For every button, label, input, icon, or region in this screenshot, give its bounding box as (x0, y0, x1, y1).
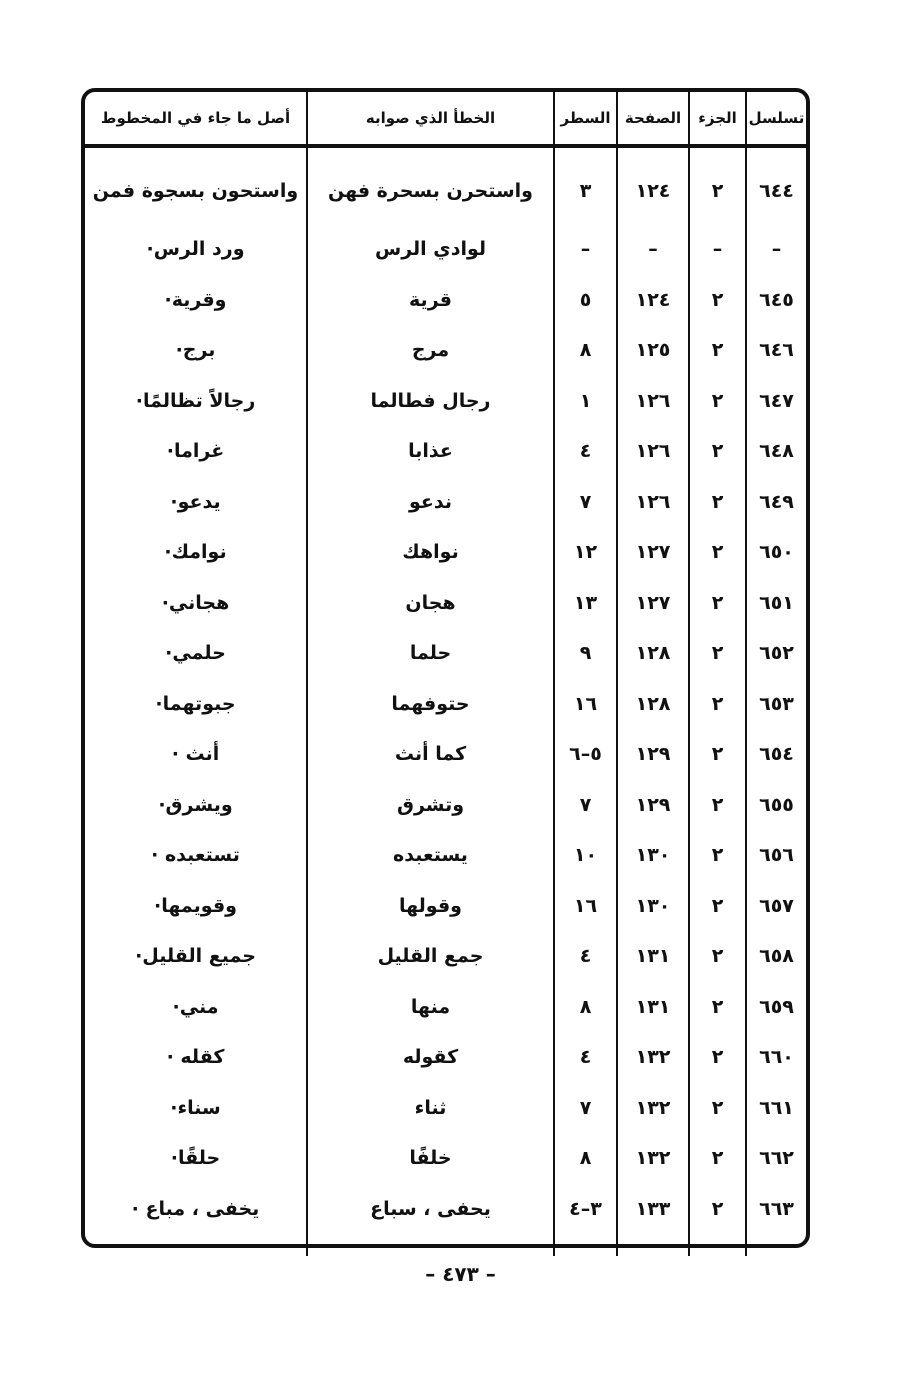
cell-part: ٢ (689, 830, 746, 881)
cell-original: حلمي· (165, 642, 226, 665)
cell-serial: ٦٤٩ (746, 477, 806, 528)
cell-serial: ٦٥٣ (746, 679, 806, 730)
cell-page: ١٣٠ (617, 881, 689, 932)
cell-part: – (689, 224, 746, 275)
spacer-cell (689, 1234, 746, 1256)
cell-page: ١٢٤ (617, 146, 689, 224)
cell-serial: ٦٥٠ (746, 527, 806, 578)
cell-part: ٢ (689, 578, 746, 629)
table-row (85, 376, 806, 427)
cell-original: برج· (175, 339, 216, 362)
cell-line: – (554, 224, 617, 275)
table-bottom-spacer (85, 1234, 806, 1256)
cell-serial: ٦٥٥ (746, 780, 806, 831)
cell-page: ١٣٣ (617, 1184, 689, 1235)
cell-serial: ٦٥٩ (746, 982, 806, 1033)
cell-original: نوامك· (164, 541, 227, 564)
cell-serial: ٦٥٨ (746, 931, 806, 982)
cell-line: ١٠ (554, 830, 617, 881)
cell-part: ٢ (689, 527, 746, 578)
cell-part: ٢ (689, 275, 746, 326)
cell-error: واستحرن بسحرة فهن (307, 146, 554, 224)
cell-error: منها (307, 982, 554, 1033)
cell-serial: ٦٤٥ (746, 275, 806, 326)
cell-original: وقرية· (164, 288, 227, 311)
table-row (85, 881, 806, 932)
cell-page: ١٢٩ (617, 729, 689, 780)
cell-page: ١٢٧ (617, 578, 689, 629)
cell-serial: ٦٤٨ (746, 426, 806, 477)
cell-original: ويشرق· (158, 793, 233, 816)
table-row (85, 1184, 806, 1235)
cell-page: ١٢٦ (617, 477, 689, 528)
cell-line: ٣–٤ (554, 1184, 617, 1235)
cell-page: ١٢٤ (617, 275, 689, 326)
header-error: الخطأ الذي صوابه (307, 92, 554, 146)
header-line: السطر (554, 92, 617, 146)
table-row (85, 477, 806, 528)
cell-page: ١٢٨ (617, 628, 689, 679)
cell-line: ٧ (554, 477, 617, 528)
cell-line: ٩ (554, 628, 617, 679)
cell-page: ١٢٦ (617, 376, 689, 427)
cell-part: ٢ (689, 477, 746, 528)
cell-original: أنث · (171, 743, 220, 766)
cell-serial: ٦٤٦ (746, 325, 806, 376)
cell-serial: ٦٥١ (746, 578, 806, 629)
cell-line: ٤ (554, 931, 617, 982)
cell-line: ٨ (554, 325, 617, 376)
cell-error: وقولها (307, 881, 554, 932)
cell-serial: ٦٦٣ (746, 1184, 806, 1235)
cell-original: مني· (172, 995, 219, 1018)
page-number: – ٤٧٣ – (425, 1262, 496, 1286)
cell-page: ١٣١ (617, 982, 689, 1033)
cell-serial: – (746, 224, 806, 275)
cell-part: ٢ (689, 376, 746, 427)
table-row (85, 729, 806, 780)
cell-page: ١٣٠ (617, 830, 689, 881)
cell-line: ٧ (554, 1083, 617, 1134)
cell-part: ٢ (689, 1032, 746, 1083)
table-row (85, 578, 806, 629)
cell-line: ٨ (554, 982, 617, 1033)
cell-line: ١٣ (554, 578, 617, 629)
cell-original: تستعبده · (151, 844, 240, 867)
cell-serial: ٦٥٦ (746, 830, 806, 881)
cell-error: رجال فطالما (307, 376, 554, 427)
cell-line: ٣ (554, 146, 617, 224)
cell-serial: ٦٤٤ (746, 146, 806, 224)
cell-page: ١٣٢ (617, 1083, 689, 1134)
cell-error: نواهك (307, 527, 554, 578)
cell-page: ١٢٨ (617, 679, 689, 730)
table-row (85, 325, 806, 376)
header-original: أصل ما جاء في المخطوط (85, 92, 307, 146)
header-page: الصفحة (617, 92, 689, 146)
table-body (85, 146, 806, 1256)
cell-serial: ٦٦٠ (746, 1032, 806, 1083)
cell-original: هجاني· (161, 591, 230, 614)
cell-original: يدعو· (170, 490, 221, 513)
cell-serial: ٦٥٢ (746, 628, 806, 679)
cell-part: ٢ (689, 780, 746, 831)
cell-line: ٤ (554, 1032, 617, 1083)
spacer-cell (85, 1234, 307, 1256)
cell-error: خلفًا (307, 1133, 554, 1184)
table-row (85, 1032, 806, 1083)
cell-error: يحفى ، سباع (307, 1184, 554, 1235)
table-row (85, 527, 806, 578)
cell-original: ورد الرس· (146, 238, 245, 261)
cell-original: رجالاً تظالمًا· (135, 389, 256, 412)
cell-part: ٢ (689, 1083, 746, 1134)
table-row (85, 679, 806, 730)
cell-serial: ٦٤٧ (746, 376, 806, 427)
cell-line: ١ (554, 376, 617, 427)
cell-part: ٢ (689, 729, 746, 780)
table-row (85, 224, 806, 275)
cell-page: – (617, 224, 689, 275)
header-part: الجزء (689, 92, 746, 146)
cell-error: كقوله (307, 1032, 554, 1083)
spacer-cell (746, 1234, 806, 1256)
cell-part: ٢ (689, 1133, 746, 1184)
cell-error: مرج (307, 325, 554, 376)
cell-error: قرية (307, 275, 554, 326)
table-row (85, 982, 806, 1033)
cell-error: جمع القليل (307, 931, 554, 982)
table-row (85, 931, 806, 982)
cell-page: ١٣٢ (617, 1133, 689, 1184)
cell-part: ٢ (689, 982, 746, 1033)
cell-page: ١٢٦ (617, 426, 689, 477)
cell-part: ٢ (689, 146, 746, 224)
cell-line: ٤ (554, 426, 617, 477)
cell-original: كقله · (166, 1046, 225, 1069)
cell-line: ١٦ (554, 679, 617, 730)
table-row (85, 1133, 806, 1184)
cell-page: ١٣١ (617, 931, 689, 982)
cell-line: ٥ (554, 275, 617, 326)
cell-error: عذابا (307, 426, 554, 477)
cell-page: ١٢٥ (617, 325, 689, 376)
cell-original: يخفى ، مباع · (131, 1197, 260, 1220)
cell-part: ٢ (689, 325, 746, 376)
cell-error: وتشرق (307, 780, 554, 831)
cell-part: ٢ (689, 931, 746, 982)
cell-serial: ٦٦١ (746, 1083, 806, 1134)
table-row (85, 830, 806, 881)
cell-error: ندعو (307, 477, 554, 528)
cell-part: ٢ (689, 426, 746, 477)
table-row (85, 275, 806, 326)
cell-serial: ٦٦٢ (746, 1133, 806, 1184)
cell-page: ١٢٧ (617, 527, 689, 578)
cell-original: جميع القليل· (135, 945, 256, 968)
cell-original: غراما· (166, 440, 225, 463)
cell-serial: ٦٥٤ (746, 729, 806, 780)
cell-line: ٧ (554, 780, 617, 831)
cell-original: حلقًا· (170, 1147, 221, 1170)
cell-line: ١٢ (554, 527, 617, 578)
header-row (85, 92, 806, 146)
cell-line: ٨ (554, 1133, 617, 1184)
cell-line: ٥–٦ (554, 729, 617, 780)
cell-page: ١٣٢ (617, 1032, 689, 1083)
cell-error: حلما (307, 628, 554, 679)
cell-error: لوادي الرس (307, 224, 554, 275)
table-row (85, 628, 806, 679)
cell-line: ١٦ (554, 881, 617, 932)
spacer-cell (554, 1234, 617, 1256)
errata-table (85, 92, 806, 1256)
cell-page: ١٢٩ (617, 780, 689, 831)
table-row (85, 426, 806, 477)
spacer-cell (617, 1234, 689, 1256)
table-row (85, 780, 806, 831)
table-row (85, 146, 806, 224)
cell-error: يستعبده (307, 830, 554, 881)
table-row (85, 1083, 806, 1134)
cell-error: حتوفهما (307, 679, 554, 730)
header-serial: تسلسل (746, 92, 806, 146)
cell-original: جبوتهما· (155, 692, 236, 715)
cell-error: كما أنث (307, 729, 554, 780)
cell-serial: ٦٥٧ (746, 881, 806, 932)
spacer-cell (307, 1234, 554, 1256)
cell-original: وقويمها· (154, 894, 237, 917)
cell-original: واستحون بسجوة فمن (92, 180, 299, 202)
cell-part: ٢ (689, 881, 746, 932)
cell-original: سناء· (170, 1096, 221, 1119)
cell-part: ٢ (689, 1184, 746, 1235)
cell-part: ٢ (689, 628, 746, 679)
cell-error: ثناء (307, 1083, 554, 1134)
cell-error: هجان (307, 578, 554, 629)
cell-part: ٢ (689, 679, 746, 730)
